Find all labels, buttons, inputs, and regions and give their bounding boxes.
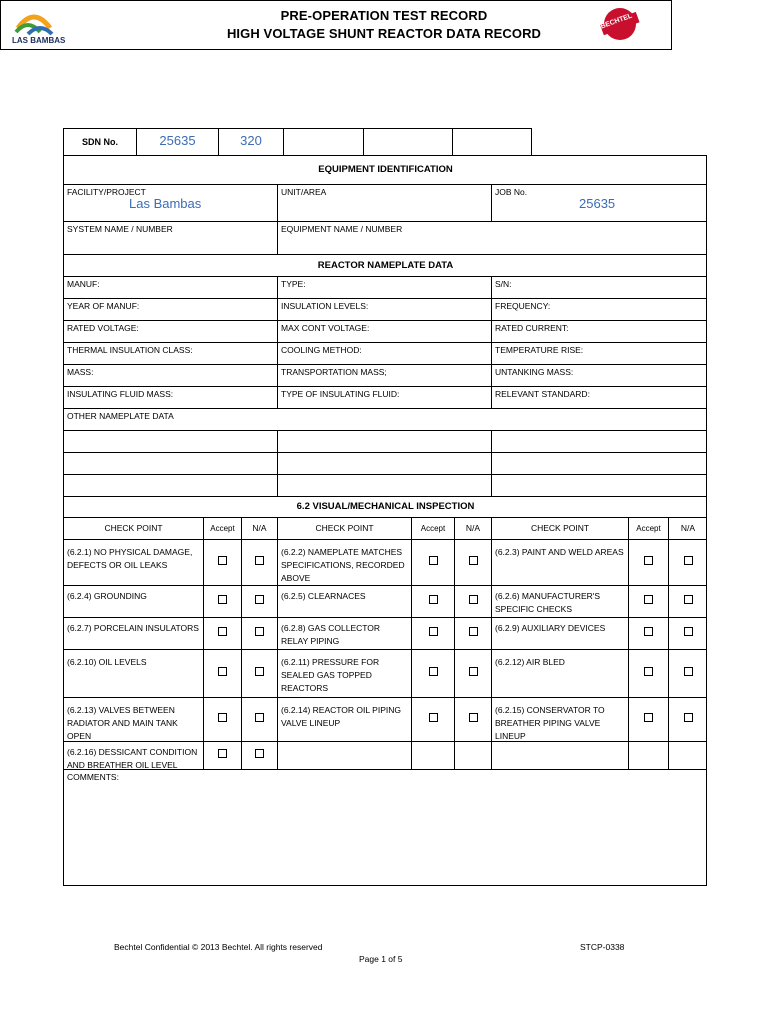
na-checkbox[interactable] [255,667,264,676]
check-point-cell: (6.2.4) GROUNDING [63,585,203,617]
na-cell [668,617,707,649]
na-cell [454,585,491,617]
col-check-point: CHECK POINT [277,517,411,539]
job-value: 25635 [579,196,616,211]
col-na: N/A [668,517,707,539]
accept-cell [628,539,668,585]
nameplate-cell[interactable]: RATED CURRENT: [491,320,707,342]
accept-cell [628,649,668,697]
accept-cell [411,697,454,741]
check-point-cell: (6.2.9) AUXILIARY DEVICES [491,617,628,649]
facility-cell[interactable] [63,184,277,221]
accept-cell [411,539,454,585]
col-check-point: CHECK POINT [63,517,203,539]
equipment-identification-title: EQUIPMENT IDENTIFICATION [63,155,707,184]
blank-cell[interactable] [277,452,491,474]
accept-checkbox[interactable] [218,595,227,604]
na-checkbox[interactable] [255,595,264,604]
na-cell [241,585,277,617]
blank-cell[interactable] [277,474,491,496]
accept-checkbox[interactable] [644,556,653,565]
na-cell [454,741,491,769]
accept-checkbox[interactable] [218,556,227,565]
nameplate-cell[interactable]: COOLING METHOD: [277,342,491,364]
accept-checkbox[interactable] [644,595,653,604]
job-cell[interactable] [491,184,707,221]
accept-cell [628,741,668,769]
na-checkbox[interactable] [255,749,264,758]
check-point-cell: (6.2.7) PORCELAIN INSULATORS [63,617,203,649]
blank-cell[interactable] [63,452,277,474]
system-label: SYSTEM NAME / NUMBER [67,224,173,234]
check-point-cell: (6.2.16) DESSICANT CONDITION AND BREATHER OIL LEVEL [63,741,203,769]
nameplate-cell[interactable]: INSULATING FLUID MASS: [63,386,277,408]
na-cell [241,741,277,769]
facility-value: Las Bambas [129,196,202,211]
page-title-line2: HIGH VOLTAGE SHUNT REACTOR DATA RECORD [226,26,542,41]
nameplate-cell[interactable]: TRANSPORTATION MASS; [277,364,491,386]
col-accept: Accept [628,517,668,539]
footer-confidential: Bechtel Confidential © 2013 Bechtel. All rights reserved [114,942,323,952]
accept-cell [203,539,241,585]
nameplate-cell[interactable]: TEMPERATURE RISE: [491,342,707,364]
na-checkbox[interactable] [255,713,264,722]
check-point-cell: (6.2.6) MANUFACTURER'S SPECIFIC CHECKS [491,585,628,617]
facility-label: FACILITY/PROJECT [67,187,146,197]
nameplate-cell[interactable]: YEAR OF MANUF: [63,298,277,320]
sdn-value-4[interactable] [363,128,452,155]
unit-label: UNIT/AREA [281,187,327,197]
accept-cell [628,697,668,741]
check-point-cell: (6.2.13) VALVES BETWEEN RADIATOR AND MAIN TANK OPEN [63,697,203,741]
na-checkbox[interactable] [255,556,264,565]
col-accept: Accept [203,517,241,539]
na-checkbox[interactable] [469,627,478,636]
footer-page-number: Page 1 of 5 [359,954,403,964]
nameplate-cell[interactable]: TYPE OF INSULATING FLUID: [277,386,491,408]
inspection-title: 6.2 VISUAL/MECHANICAL INSPECTION [63,496,707,517]
blank-cell[interactable] [63,474,277,496]
accept-cell [628,585,668,617]
accept-checkbox[interactable] [218,713,227,722]
accept-checkbox[interactable] [644,667,653,676]
accept-cell [203,649,241,697]
col-na: N/A [241,517,277,539]
equipment-label: EQUIPMENT NAME / NUMBER [281,224,403,234]
na-cell [668,741,707,769]
nameplate-cell[interactable]: MASS: [63,364,277,386]
na-cell [241,539,277,585]
check-point-cell: (6.2.15) CONSERVATOR TO BREATHER PIPING VALVE LINEUP [491,697,628,741]
sdn-value-5[interactable] [452,128,532,155]
accept-cell [411,585,454,617]
na-cell [668,697,707,741]
na-checkbox[interactable] [255,627,264,636]
nameplate-cell[interactable]: FREQUENCY: [491,298,707,320]
nameplate-cell[interactable]: MANUF: [63,276,277,298]
blank-cell[interactable] [277,430,491,452]
footer-doc-number: STCP-0338 [580,942,625,952]
accept-checkbox[interactable] [218,749,227,758]
sdn-label: SDN No. [63,128,136,155]
accept-checkbox[interactable] [429,713,438,722]
na-checkbox[interactable] [684,627,693,636]
check-point-cell: (6.2.12) AIR BLED [491,649,628,697]
check-point-cell [491,741,628,769]
na-cell [454,649,491,697]
blank-cell[interactable] [491,430,707,452]
nameplate-cell[interactable]: RATED VOLTAGE: [63,320,277,342]
system-cell[interactable] [63,221,277,254]
accept-cell [203,617,241,649]
accept-checkbox[interactable] [429,595,438,604]
nameplate-cell[interactable]: THERMAL INSULATION CLASS: [63,342,277,364]
accept-checkbox[interactable] [644,713,653,722]
na-checkbox[interactable] [684,713,693,722]
left-logo-text: LAS BAMBAS [12,36,66,45]
na-cell [668,539,707,585]
check-point-cell [277,741,411,769]
accept-cell [203,697,241,741]
accept-checkbox[interactable] [644,627,653,636]
blank-cell[interactable] [491,452,707,474]
accept-checkbox[interactable] [218,667,227,676]
right-logo-text: BECHTEL [599,12,634,31]
sdn-value-2[interactable]: 320 [218,128,283,155]
na-checkbox[interactable] [684,667,693,676]
comments-box[interactable] [63,769,707,886]
accept-cell [411,649,454,697]
na-checkbox[interactable] [684,595,693,604]
accept-checkbox[interactable] [218,627,227,636]
nameplate-cell[interactable]: INSULATION LEVELS: [277,298,491,320]
na-cell [454,617,491,649]
check-point-cell: (6.2.2) NAMEPLATE MATCHES SPECIFICATIONS, RECORDED ABOVE [277,539,411,585]
nameplate-title: REACTOR NAMEPLATE DATA [63,254,707,276]
accept-checkbox[interactable] [429,556,438,565]
na-checkbox[interactable] [684,556,693,565]
na-checkbox[interactable] [469,595,478,604]
na-checkbox[interactable] [469,556,478,565]
accept-cell [411,617,454,649]
na-cell [454,539,491,585]
sdn-value-1[interactable]: 25635 [136,128,218,155]
accept-checkbox[interactable] [429,627,438,636]
blank-cell[interactable] [491,474,707,496]
na-cell [668,649,707,697]
na-checkbox[interactable] [469,713,478,722]
na-cell [241,617,277,649]
comments-label: COMMENTS: [67,772,119,782]
check-point-cell: (6.2.14) REACTOR OIL PIPING VALVE LINEUP [277,697,411,741]
nameplate-cell[interactable]: UNTANKING MASS: [491,364,707,386]
page-title-line1: PRE-OPERATION TEST RECORD [280,8,488,23]
nameplate-cell[interactable]: RELEVANT STANDARD: [491,386,707,408]
check-point-cell: (6.2.11) PRESSURE FOR SEALED GAS TOPPED REACTORS [277,649,411,697]
col-na: N/A [454,517,491,539]
accept-cell [411,741,454,769]
accept-checkbox[interactable] [429,667,438,676]
accept-cell [203,741,241,769]
na-cell [668,585,707,617]
sdn-value-3[interactable] [283,128,363,155]
blank-cell[interactable] [63,430,277,452]
nameplate-cell[interactable]: MAX CONT VOLTAGE: [277,320,491,342]
na-cell [454,697,491,741]
col-accept: Accept [411,517,454,539]
nameplate-cell[interactable]: S/N: [491,276,707,298]
na-cell [241,697,277,741]
check-point-cell: (6.2.5) CLEARNACES [277,585,411,617]
check-point-cell: (6.2.1) NO PHYSICAL DAMAGE, DEFECTS OR OIL LEAKS [63,539,203,585]
table-right-border [706,155,707,769]
check-point-cell: (6.2.3) PAINT AND WELD AREAS [491,539,628,585]
accept-cell [203,585,241,617]
na-cell [241,649,277,697]
job-label: JOB No. [495,187,528,197]
accept-cell [628,617,668,649]
unit-cell[interactable] [277,184,491,221]
equipment-cell[interactable] [277,221,707,254]
col-check-point: CHECK POINT [491,517,628,539]
check-point-cell: (6.2.10) OIL LEVELS [63,649,203,697]
na-checkbox[interactable] [469,667,478,676]
nameplate-cell[interactable]: TYPE: [277,276,491,298]
check-point-cell: (6.2.8) GAS COLLECTOR RELAY PIPING [277,617,411,649]
other-nameplate-label: OTHER NAMEPLATE DATA [63,408,707,430]
